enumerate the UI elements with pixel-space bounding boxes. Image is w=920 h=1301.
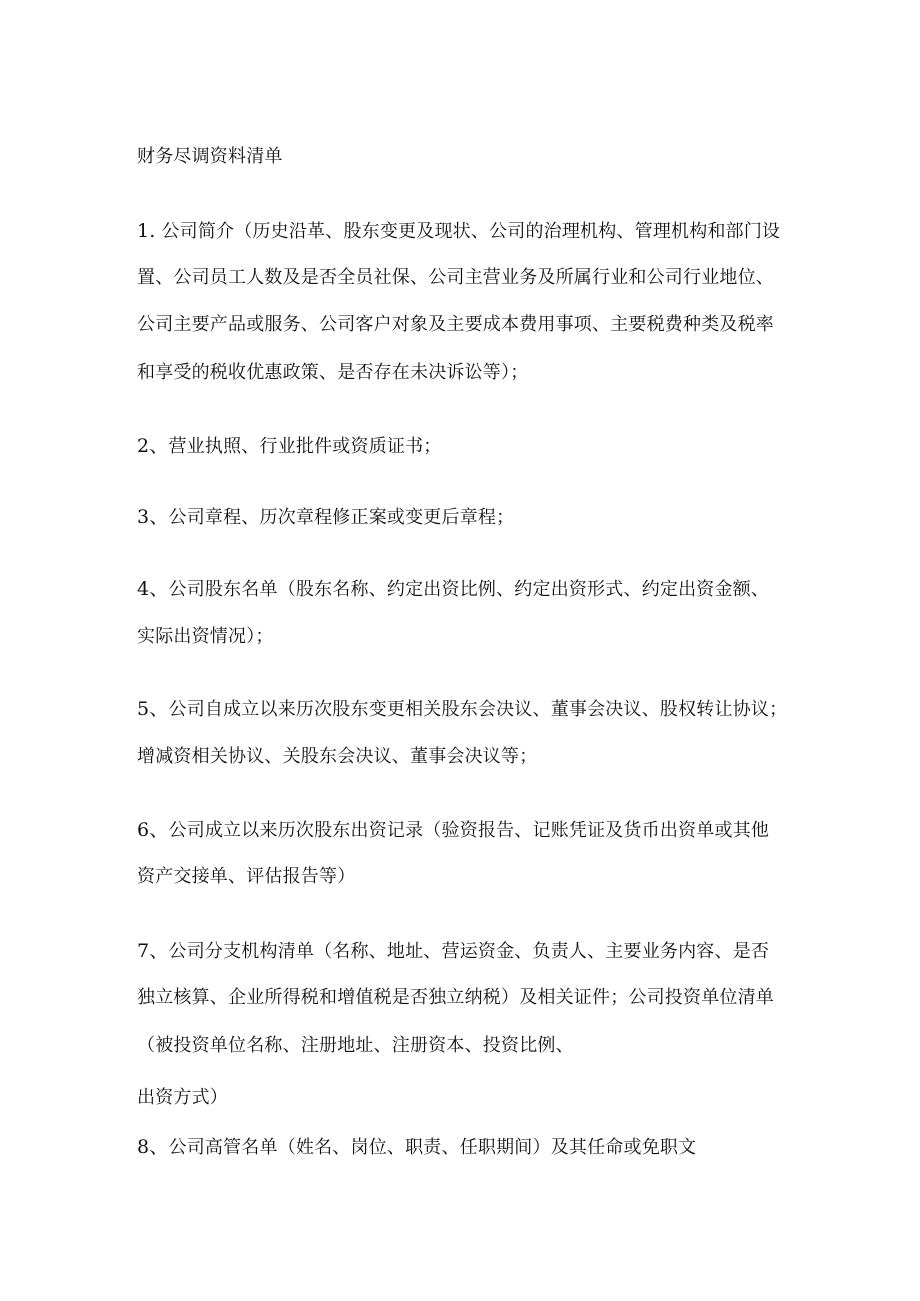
item-5-number: 5、: [137, 698, 169, 720]
item-5-text: 公司自成立以来历次股东变更相关股东会决议、董事会决议、股权转让协议；: [168, 699, 788, 720]
item-8-text: 公司高管名单（姓名、岗位、职责、任职期间）及其任命或免职文: [168, 1137, 697, 1158]
list-item-2: [137, 434, 442, 459]
list-item-4-line-1: [137, 577, 769, 602]
item-1-text: 公司简介（历史沿革、股东变更及现状、公司的治理机构、管理机构和部门设: [161, 221, 781, 242]
document-title: 财务尽调资料清单: [137, 146, 283, 167]
item-7-text: 公司分支机构清单（名称、地址、营运资金、负责人、主要业务内容、是否: [168, 941, 770, 962]
item-3-text: 公司章程、历次章程修正案或变更后章程；: [168, 507, 515, 528]
list-item-8-line-1: [137, 1135, 696, 1160]
list-item-7-line-4: 出资方式）: [137, 1087, 228, 1108]
list-item-7-line-3: （被投资单位名称、注册地址、注册资本、投资比例、: [137, 1035, 574, 1056]
item-6-number: 6、: [137, 819, 169, 841]
list-item-3: [137, 505, 514, 530]
item-7-number: 7、: [137, 940, 169, 962]
list-item-6-line-2: 资产交接单、评估报告等）: [137, 866, 356, 887]
list-item-7-line-2: 独立核算、企业所得税和增值税是否独立纳税）及相关证件；公司投资单位清单: [137, 987, 774, 1008]
item-4-number: 4、: [137, 578, 169, 600]
list-item-5-line-2: 增减资相关协议、关股东会决议、董事会决议等；: [137, 746, 538, 767]
list-item-5-line-1: [137, 697, 787, 722]
item-4-text: 公司股东名单（股东名称、约定出资比例、约定出资形式、约定出资金额、: [168, 579, 770, 600]
item-3-number: 3、: [137, 506, 169, 528]
list-item-1-line-1: [137, 219, 780, 244]
item-8-number: 8、: [137, 1136, 169, 1158]
list-item-1-line-3: 公司主要产品或服务、公司客户对象及主要成本费用事项、主要税费种类及税率: [137, 314, 774, 335]
item-6-text: 公司成立以来历次股东出资记录（验资报告、记账凭证及货币出资单或其他: [168, 820, 770, 841]
item-2-number: 2、: [137, 435, 169, 457]
list-item-7-line-1: [137, 939, 769, 964]
list-item-1-line-2: 置、公司员工人数及是否全员社保、公司主营业务及所属行业和公司行业地位、: [137, 267, 774, 288]
list-item-1-line-4: 和享受的税收优惠政策、是否存在未决诉讼等）；: [137, 362, 529, 383]
list-item-4-line-2: 实际出资情况）；: [137, 626, 274, 647]
item-2-text: 营业执照、行业批件或资质证书；: [168, 436, 442, 457]
list-item-6-line-1: [137, 818, 769, 843]
item-1-number: 1.: [137, 220, 156, 242]
